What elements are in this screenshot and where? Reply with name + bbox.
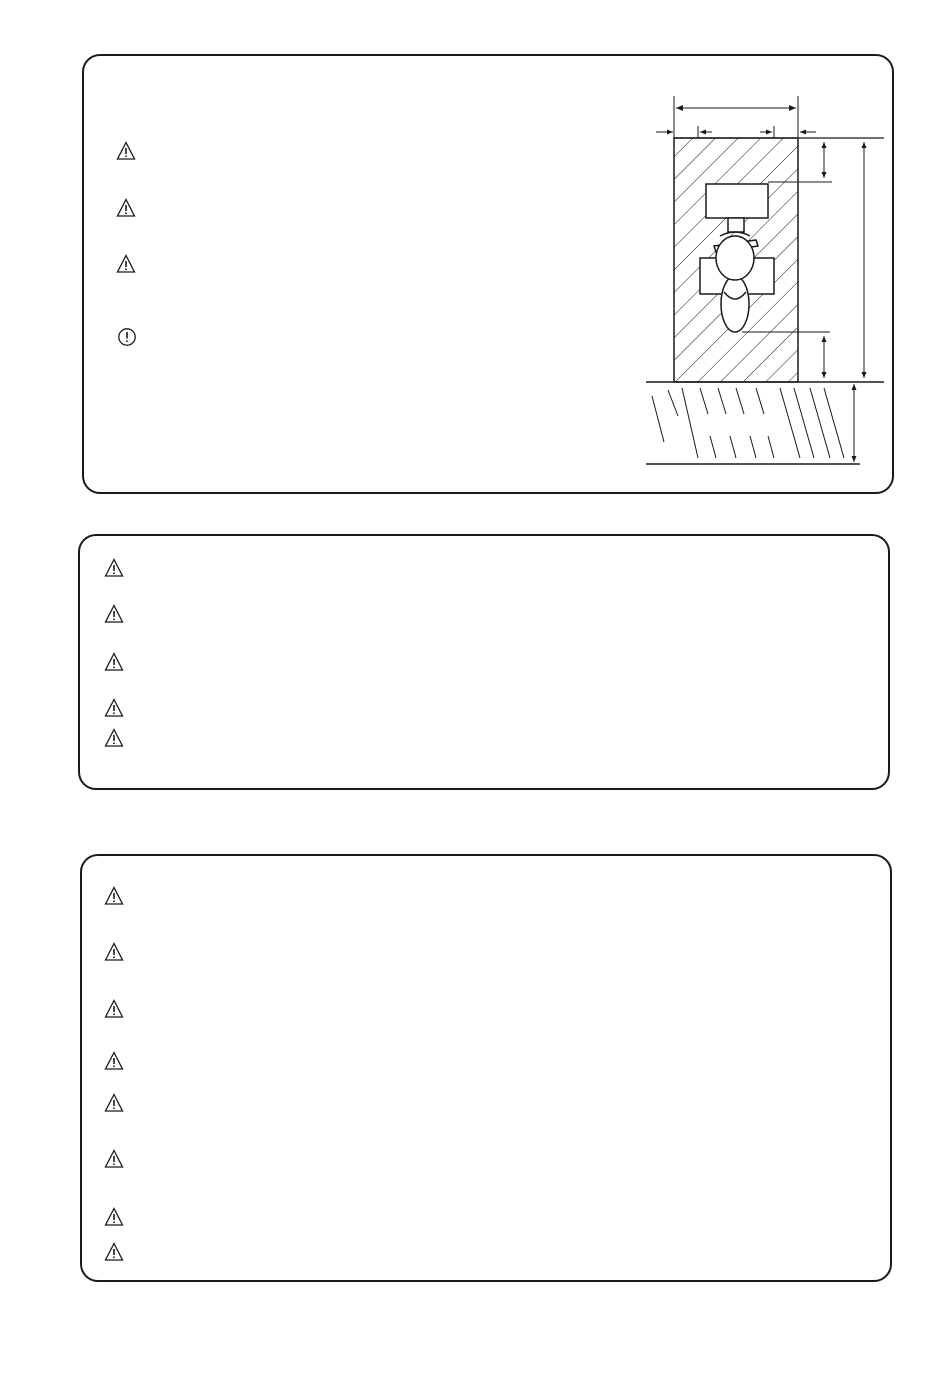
warning-triangle-icon (116, 254, 136, 274)
equipment-top (706, 184, 768, 218)
safety-panel-2 (78, 534, 890, 790)
neck (728, 218, 744, 232)
warning-triangle-icon (104, 1149, 124, 1169)
mandatory-action-icon (117, 327, 137, 347)
warning-triangle-icon (104, 1207, 124, 1227)
warning-triangle-icon (104, 558, 124, 578)
warning-triangle-icon (116, 141, 136, 161)
head (716, 236, 754, 280)
warning-triangle-icon (104, 886, 124, 906)
warning-triangle-icon (104, 652, 124, 672)
warning-triangle-icon (104, 999, 124, 1019)
safety-panel-3 (80, 854, 892, 1282)
warning-triangle-icon (104, 1242, 124, 1262)
warning-triangle-icon (104, 1051, 124, 1071)
installation-clearance-diagram (644, 96, 884, 476)
warning-triangle-icon (104, 728, 124, 748)
tank (721, 276, 749, 332)
warning-triangle-icon (104, 698, 124, 718)
warning-triangle-icon (104, 1093, 124, 1113)
warning-triangle-icon (104, 942, 124, 962)
warning-triangle-icon (116, 198, 136, 218)
safety-panel-1 (82, 54, 894, 494)
warning-triangle-icon (104, 604, 124, 624)
ground-hatch (652, 388, 844, 458)
